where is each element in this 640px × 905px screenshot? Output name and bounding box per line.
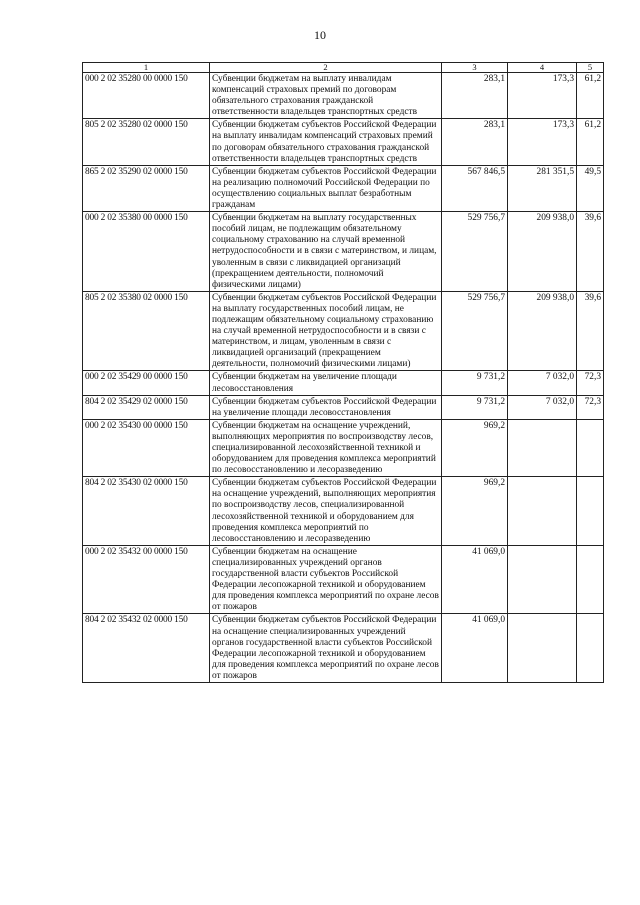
- plan-amount-cell: 9 731,2: [442, 371, 508, 395]
- percent-cell: 72,3: [577, 371, 604, 395]
- column-header: 5: [577, 63, 604, 73]
- actual-amount-cell: 173,3: [508, 73, 577, 119]
- description-cell: Субвенции бюджетам на оснащение учреждений, выполняющих мероприятия по воспроизводству лесов, специализированной лесохозяйственной техникой и оборудованием для проведения комплекса мероприятий по лесовосстановлению и лесоразведению: [210, 419, 442, 476]
- plan-amount-cell: 283,1: [442, 119, 508, 165]
- description-cell: Субвенции бюджетам субъектов Российской Федерации на оснащение учреждений, выполняющих мероприятия по воспроизводству лесов, специализированной лесохозяйственной техникой и оборудованием для проведения комплекса мероприятий по лесовосстановлению и лесоразведению: [210, 477, 442, 546]
- description-cell: Субвенции бюджетам субъектов Российской Федерации на выплату инвалидам компенсаций страховых премий по договорам обязательного страхования гражданской ответственности владельцев транспортных средств: [210, 119, 442, 165]
- description-cell: Субвенции бюджетам на увеличение площади лесовосстановления: [210, 371, 442, 395]
- actual-amount-cell: [508, 477, 577, 546]
- budget-code-cell: 804 2 02 35429 02 0000 150: [83, 395, 210, 419]
- table-row: [83, 614, 604, 683]
- plan-amount-cell: 283,1: [442, 73, 508, 119]
- percent-cell: 72,3: [577, 395, 604, 419]
- actual-amount-cell: [508, 614, 577, 683]
- plan-amount-cell: 529 756,7: [442, 291, 508, 371]
- table-row: [83, 212, 604, 292]
- percent-cell: [577, 545, 604, 614]
- actual-amount-cell: 281 351,5: [508, 165, 577, 211]
- budget-table: [82, 62, 604, 683]
- plan-amount-cell: 529 756,7: [442, 212, 508, 292]
- budget-code-cell: 000 2 02 35380 00 0000 150: [83, 212, 210, 292]
- plan-amount-cell: 41 069,0: [442, 614, 508, 683]
- page-number: 10: [314, 28, 326, 42]
- percent-cell: [577, 419, 604, 476]
- table-row: [83, 73, 604, 119]
- budget-code-cell: 805 2 02 35280 02 0000 150: [83, 119, 210, 165]
- percent-cell: 49,5: [577, 165, 604, 211]
- description-cell: Субвенции бюджетам на выплату инвалидам компенсаций страховых премий по договорам обязательного страхования гражданской ответственности владельцев транспортных средств: [210, 73, 442, 119]
- plan-amount-cell: 41 069,0: [442, 545, 508, 614]
- table-row: [83, 419, 604, 476]
- budget-code-cell: 805 2 02 35380 02 0000 150: [83, 291, 210, 371]
- table-row: [83, 395, 604, 419]
- actual-amount-cell: 7 032,0: [508, 371, 577, 395]
- column-header: 1: [83, 63, 210, 73]
- budget-code-cell: 000 2 02 35429 00 0000 150: [83, 371, 210, 395]
- table-row: [83, 371, 604, 395]
- percent-cell: 39,6: [577, 291, 604, 371]
- percent-cell: 61,2: [577, 73, 604, 119]
- plan-amount-cell: 9 731,2: [442, 395, 508, 419]
- column-header: 3: [442, 63, 508, 73]
- description-cell: Субвенции бюджетам субъектов Российской Федерации на реализацию полномочий Российской Федерации по осуществлению социальных выплат безработным гражданам: [210, 165, 442, 211]
- description-cell: Субвенции бюджетам на выплату государственных пособий лицам, не подлежащим обязательному социальному страхованию на случай временной нетрудоспособности и в связи с материнством, и лицам, уволенным в связи с ликвидацией организаций (прекращением деятельности, полномочий физическими лицами): [210, 212, 442, 292]
- plan-amount-cell: 567 846,5: [442, 165, 508, 211]
- column-number-row: [83, 63, 604, 73]
- plan-amount-cell: 969,2: [442, 419, 508, 476]
- table-row: [83, 477, 604, 546]
- percent-cell: [577, 477, 604, 546]
- actual-amount-cell: [508, 545, 577, 614]
- actual-amount-cell: 209 938,0: [508, 291, 577, 371]
- budget-code-cell: 804 2 02 35432 02 0000 150: [83, 614, 210, 683]
- percent-cell: 39,6: [577, 212, 604, 292]
- budget-code-cell: 804 2 02 35430 02 0000 150: [83, 477, 210, 546]
- description-cell: Субвенции бюджетам субъектов Российской Федерации на выплату государственных пособий лицам, не подлежащим обязательному социальному страхованию на случай временной нетрудоспособности и в связи с материнством, и лицам, уволенным в связи с ликвидацией организаций (прекращением деятельности, полномочий физическими лицами): [210, 291, 442, 371]
- table-row: [83, 165, 604, 211]
- budget-code-cell: 865 2 02 35290 02 0000 150: [83, 165, 210, 211]
- actual-amount-cell: 209 938,0: [508, 212, 577, 292]
- percent-cell: [577, 614, 604, 683]
- budget-code-cell: 000 2 02 35280 00 0000 150: [83, 73, 210, 119]
- table-row: [83, 119, 604, 165]
- actual-amount-cell: 7 032,0: [508, 395, 577, 419]
- column-header: 2: [210, 63, 442, 73]
- plan-amount-cell: 969,2: [442, 477, 508, 546]
- description-cell: Субвенции бюджетам субъектов Российской Федерации на оснащение специализированных учреждений органов государственной власти субъектов Российской Федерации лесопожарной техникой и оборудованием для проведения комплекса мероприятий по охране лесов от пожаров: [210, 614, 442, 683]
- column-header: 4: [508, 63, 577, 73]
- description-cell: Субвенции бюджетам на оснащение специализированных учреждений органов государственной власти субъектов Российской Федерации лесопожарной техникой и оборудованием для проведения комплекса мероприятий по охране лесов от пожаров: [210, 545, 442, 614]
- budget-code-cell: 000 2 02 35430 00 0000 150: [83, 419, 210, 476]
- table-row: [83, 545, 604, 614]
- table-row: [83, 291, 604, 371]
- actual-amount-cell: [508, 419, 577, 476]
- percent-cell: 61,2: [577, 119, 604, 165]
- actual-amount-cell: 173,3: [508, 119, 577, 165]
- budget-code-cell: 000 2 02 35432 00 0000 150: [83, 545, 210, 614]
- description-cell: Субвенции бюджетам субъектов Российской Федерации на увеличение площади лесовосстановления: [210, 395, 442, 419]
